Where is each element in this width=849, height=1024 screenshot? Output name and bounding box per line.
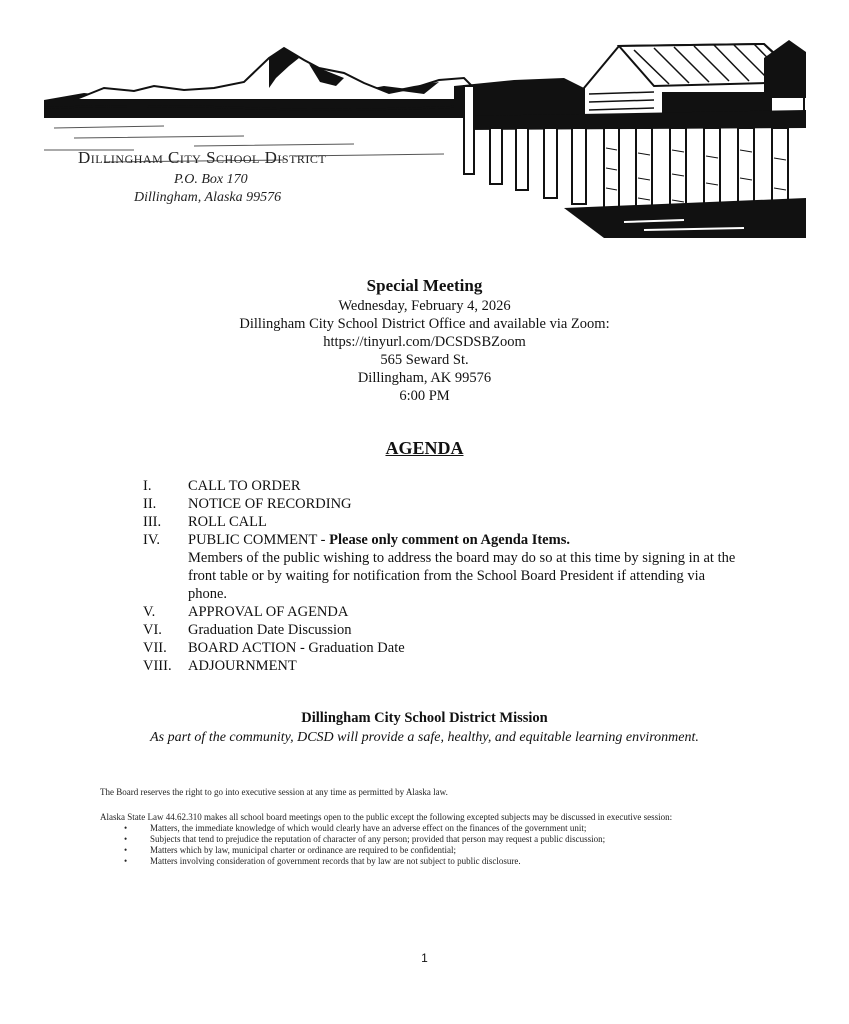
address-line-1: P.O. Box 170	[174, 172, 248, 187]
meeting-city: Dillingham, AK 99576	[357, 370, 492, 386]
agenda-item-number: VI.	[143, 622, 162, 638]
executive-session-note: The Board reserves the right to go into executive session at any time as permitted by Alaska law.	[100, 787, 448, 797]
agenda-heading: AGENDA	[385, 438, 464, 458]
list-item-text: Matters involving consideration of government records that by law are not subject to public disclosure.	[150, 856, 521, 866]
meeting-street: 565 Seward St.	[380, 352, 469, 368]
meeting-date: Wednesday, February 4, 2026	[338, 298, 511, 314]
agenda-item-text: Graduation Date Discussion	[188, 622, 352, 638]
district-name: Dillingham City School District	[78, 148, 327, 167]
agenda-item-text	[188, 531, 743, 549]
agenda-item	[143, 513, 743, 531]
agenda-item-number: II.	[143, 496, 157, 512]
meeting-location: Dillingham City School District Office and available via Zoom:	[239, 316, 610, 332]
mission-section	[0, 709, 849, 747]
agenda-item-number: III.	[143, 514, 162, 530]
agenda-item	[143, 477, 743, 495]
address-line-2: Dillingham, Alaska 99576	[134, 190, 282, 205]
agenda-item-text: BOARD ACTION - Graduation Date	[188, 640, 405, 656]
agenda-item-text: ROLL CALL	[188, 514, 267, 530]
public-comment-label: PUBLIC COMMENT -	[188, 532, 330, 548]
meeting-info	[0, 275, 849, 405]
agenda-item-text: ADJOURNMENT	[188, 658, 297, 674]
agenda-item-number: V.	[143, 604, 156, 620]
letterhead-illustration	[44, 38, 806, 238]
state-law-note	[100, 812, 740, 867]
excepted-subjects-list	[100, 823, 740, 867]
agenda-item-number: I.	[143, 478, 152, 494]
agenda-list	[143, 477, 743, 675]
public-comment-note: Please only comment on Agenda Items.	[329, 532, 570, 548]
agenda-item	[143, 621, 743, 639]
agenda-item-text: CALL TO ORDER	[188, 478, 301, 494]
meeting-time: 6:00 PM	[399, 388, 450, 404]
list-item-text: Matters which by law, municipal charter or ordinance are required to be confidential;	[150, 845, 457, 855]
agenda-item	[143, 603, 743, 621]
agenda-item	[143, 657, 743, 675]
bullet-icon: •	[124, 834, 128, 844]
letterhead-address-block	[78, 148, 326, 206]
bullet-icon: •	[124, 845, 128, 855]
public-comment-description: Members of the public wishing to address the board may do so at this time by signing in at the front table or by waiting for notification from the School Board President if attending via phone.	[188, 550, 736, 602]
bullet-icon: •	[124, 856, 128, 866]
list-item	[100, 834, 740, 845]
agenda-item-number: IV.	[143, 532, 161, 548]
agenda-item-number: VIII.	[143, 658, 172, 674]
bullet-icon: •	[124, 823, 128, 833]
meeting-title: Special Meeting	[366, 276, 483, 295]
page-number: 1	[421, 951, 428, 965]
agenda-item-text: APPROVAL OF AGENDA	[188, 604, 349, 620]
state-law-text: Alaska State Law 44.62.310 makes all school board meetings open to the public except the following excepted subjects may be discussed in executive session:	[100, 812, 673, 822]
agenda-item-number: VII.	[143, 640, 167, 656]
list-item	[100, 845, 740, 856]
list-item-text: Matters, the immediate knowledge of which would clearly have an adverse effect on the finances of the government unit;	[150, 823, 587, 833]
agenda-item	[143, 531, 743, 549]
zoom-link[interactable]: https://tinyurl.com/DCSDSBZoom	[323, 334, 526, 350]
agenda-item	[143, 639, 743, 657]
agenda-item	[143, 495, 743, 513]
agenda-item-text: NOTICE OF RECORDING	[188, 496, 352, 512]
list-item	[100, 823, 740, 834]
list-item	[100, 856, 740, 867]
mission-text: As part of the community, DCSD will provide a safe, healthy, and equitable learning environment.	[150, 730, 699, 745]
list-item-text: Subjects that tend to prejudice the reputation of character of any person; provided that person may request a public discussion;	[150, 834, 606, 844]
mission-title: Dillingham City School District Mission	[301, 710, 548, 726]
